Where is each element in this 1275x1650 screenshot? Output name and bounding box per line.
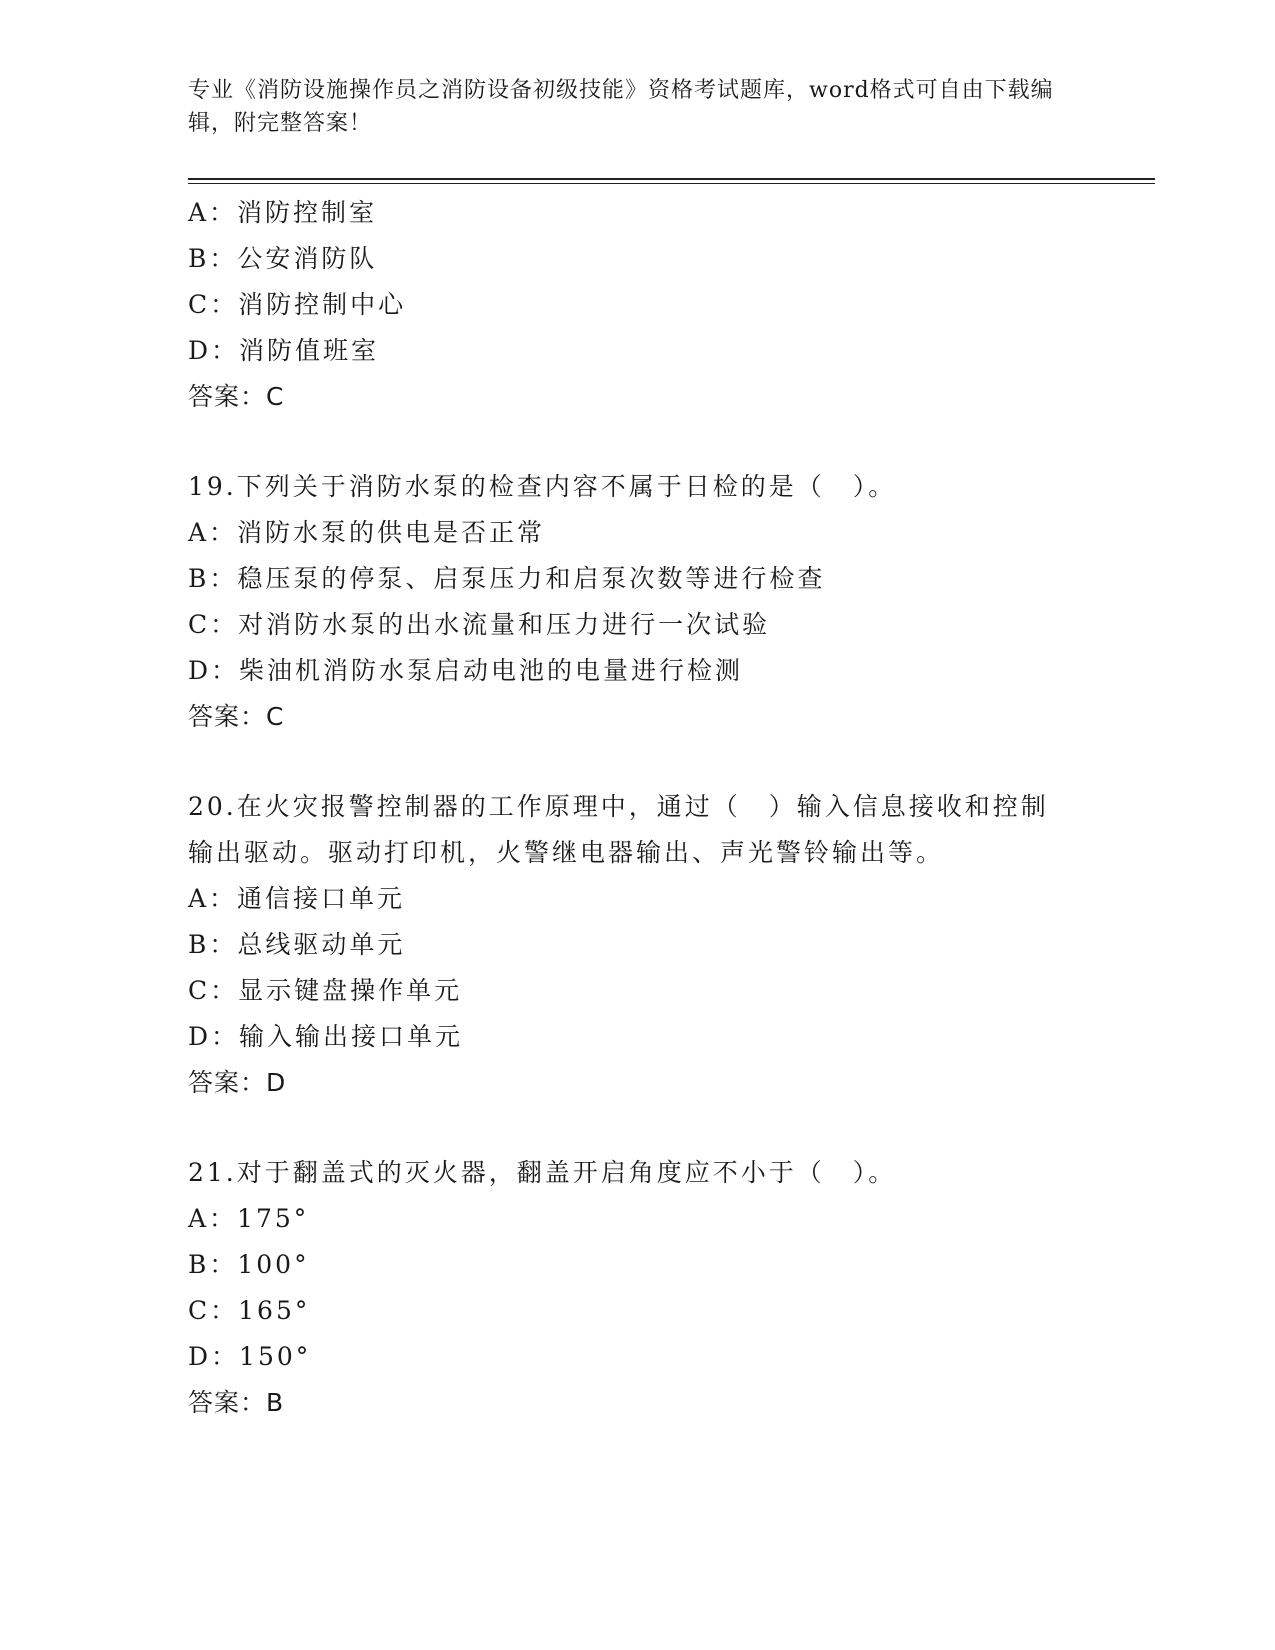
question-18 xyxy=(188,190,1088,420)
spacer xyxy=(188,420,1088,464)
option-d: D：消防值班室 xyxy=(188,336,380,365)
question-21 xyxy=(188,1150,1088,1426)
question-title: 20.在火灾报警控制器的工作原理中，通过（ ）输入信息接收和控制输出驱动。驱动打印机，火警继电器输出、声光警铃输出等。 xyxy=(188,792,1049,867)
option-a: A：通信接口单元 xyxy=(188,884,406,913)
option-c: C：消防控制中心 xyxy=(188,290,407,319)
question-20 xyxy=(188,784,1088,1106)
option-d: D：输入输出接口单元 xyxy=(188,1022,464,1051)
header-rule-thick xyxy=(188,178,1155,180)
answer: 答案：C xyxy=(188,382,285,411)
question-title: 21.对于翻盖式的灭火器，翻盖开启角度应不小于（ ）。 xyxy=(188,1158,897,1187)
option-b: B：总线驱动单元 xyxy=(188,930,406,959)
answer: 答案：D xyxy=(188,1068,287,1097)
option-b: B：100° xyxy=(188,1250,310,1279)
document-header: 专业《消防设施操作员之消防设备初级技能》资格考试题库，word格式可自由下载编辑，附完整答案！ xyxy=(188,78,1054,136)
header-rule-thin xyxy=(188,183,1155,184)
option-a: A：消防水泵的供电是否正常 xyxy=(188,518,546,547)
answer: 答案：C xyxy=(188,702,285,731)
option-a: A：175° xyxy=(188,1204,310,1233)
option-c: C：显示键盘操作单元 xyxy=(188,976,463,1005)
option-c: C：对消防水泵的出水流量和压力进行一次试验 xyxy=(188,610,771,639)
option-c: C：165° xyxy=(188,1296,311,1325)
answer: 答案：B xyxy=(188,1388,285,1417)
option-a: A：消防控制室 xyxy=(188,198,378,227)
option-d: D：150° xyxy=(188,1342,312,1371)
spacer xyxy=(188,1106,1088,1150)
question-title: 19.下列关于消防水泵的检查内容不属于日检的是（ ）。 xyxy=(188,472,897,501)
option-d: D：柴油机消防水泵启动电池的电量进行检测 xyxy=(188,656,744,685)
spacer xyxy=(188,740,1088,784)
question-list xyxy=(188,190,1088,1426)
question-19 xyxy=(188,464,1088,740)
option-b: B：稳压泵的停泵、启泵压力和启泵次数等进行检查 xyxy=(188,564,826,593)
option-b: B：公安消防队 xyxy=(188,244,378,273)
